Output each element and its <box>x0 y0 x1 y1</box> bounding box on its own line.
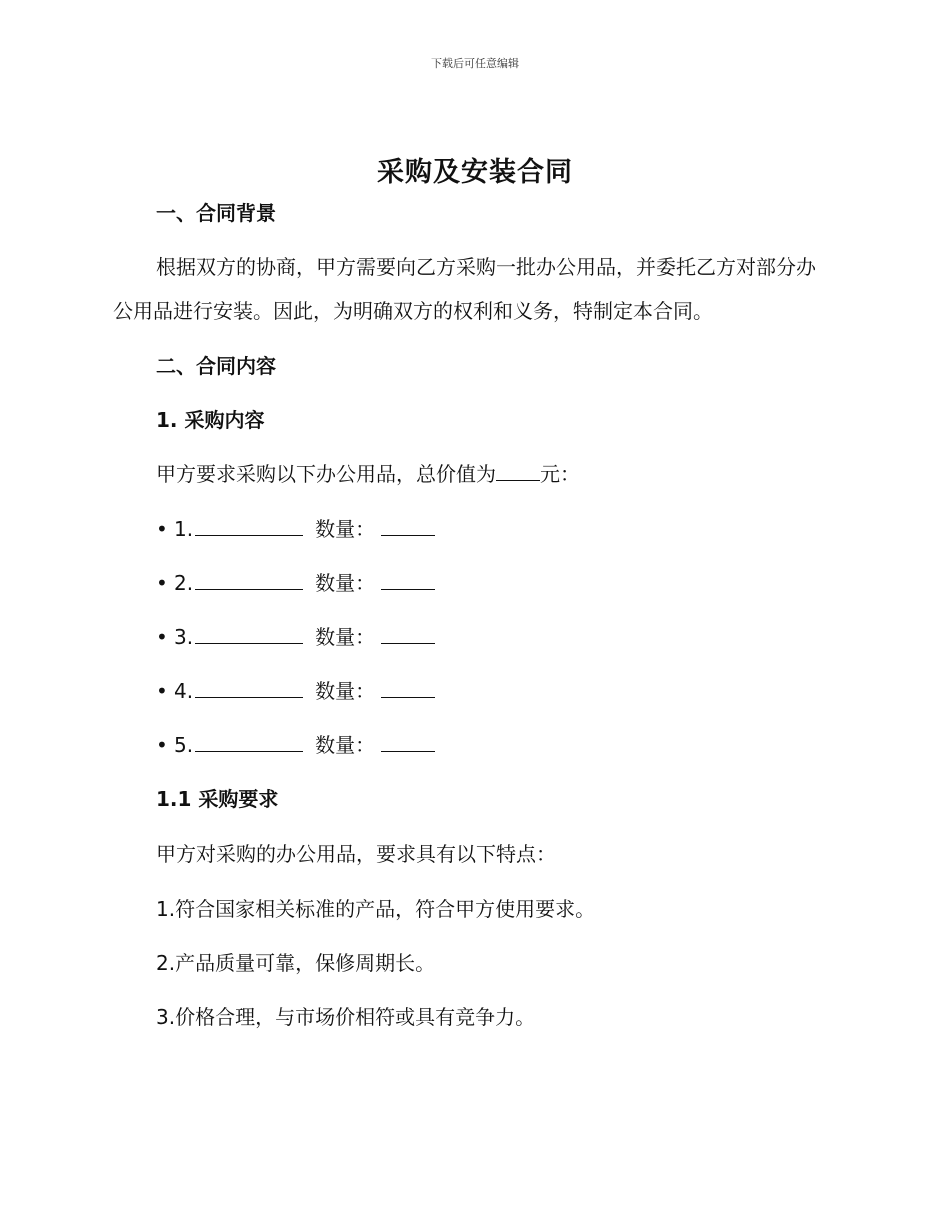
bullet-icon: • <box>156 625 168 649</box>
quantity-label: 数量： <box>315 571 376 595</box>
section-1-paragraph: 根据双方的协商，甲方需要向乙方采购一批办公用品，并委托乙方对部分办公用品进行安装。因此，为明确双方的权利和义务，特制定本合同。 <box>113 255 816 323</box>
bullet-icon: • <box>156 517 168 541</box>
item-name-blank[interactable] <box>195 679 303 698</box>
purchase-intro-text: 甲方要求采购以下办公用品，总价值为 <box>156 462 496 486</box>
section-2-heading: 二、合同内容 <box>156 354 276 378</box>
quantity-label: 数量： <box>315 733 376 757</box>
item-name-blank[interactable] <box>195 625 303 644</box>
purchase-intro <box>113 460 833 488</box>
subsection-1-1-heading: 1.1 采购要求 <box>156 787 279 811</box>
quantity-blank[interactable] <box>381 571 435 590</box>
item-number: 2. <box>174 571 194 595</box>
item-number: 3. <box>174 625 194 649</box>
bullet-icon: • <box>156 733 168 757</box>
quantity-label: 数量： <box>315 625 376 649</box>
requirements-intro: 甲方对采购的办公用品，要求具有以下特点： <box>156 842 556 866</box>
bullet-icon: • <box>156 679 168 703</box>
item-number: 1. <box>174 517 194 541</box>
item-name-blank[interactable] <box>195 571 303 590</box>
purchase-intro-unit: 元： <box>540 462 580 486</box>
total-price-blank[interactable] <box>496 462 540 481</box>
quantity-blank[interactable] <box>381 625 435 644</box>
header-note: 下载后可任意编辑 <box>431 57 519 70</box>
list-item <box>156 677 435 705</box>
list-item <box>156 569 435 597</box>
document-title: 采购及安装合同 <box>377 157 573 188</box>
list-item <box>156 731 435 759</box>
requirement-1: 1.符合国家相关标准的产品，符合甲方使用要求。 <box>156 897 596 921</box>
quantity-label: 数量： <box>315 517 376 541</box>
list-item <box>156 623 435 651</box>
item-name-blank[interactable] <box>195 733 303 752</box>
section-1-heading: 一、合同背景 <box>156 201 276 225</box>
requirement-2: 2.产品质量可靠，保修周期长。 <box>156 951 436 975</box>
list-item <box>156 515 435 543</box>
subsection-1-heading: 1. 采购内容 <box>156 408 265 432</box>
item-number: 4. <box>174 679 194 703</box>
bullet-icon: • <box>156 571 168 595</box>
quantity-blank[interactable] <box>381 517 435 536</box>
item-name-blank[interactable] <box>195 517 303 536</box>
quantity-blank[interactable] <box>381 679 435 698</box>
quantity-blank[interactable] <box>381 733 435 752</box>
item-number: 5. <box>174 733 194 757</box>
quantity-label: 数量： <box>315 679 376 703</box>
requirement-3: 3.价格合理，与市场价相符或具有竞争力。 <box>156 1005 536 1029</box>
